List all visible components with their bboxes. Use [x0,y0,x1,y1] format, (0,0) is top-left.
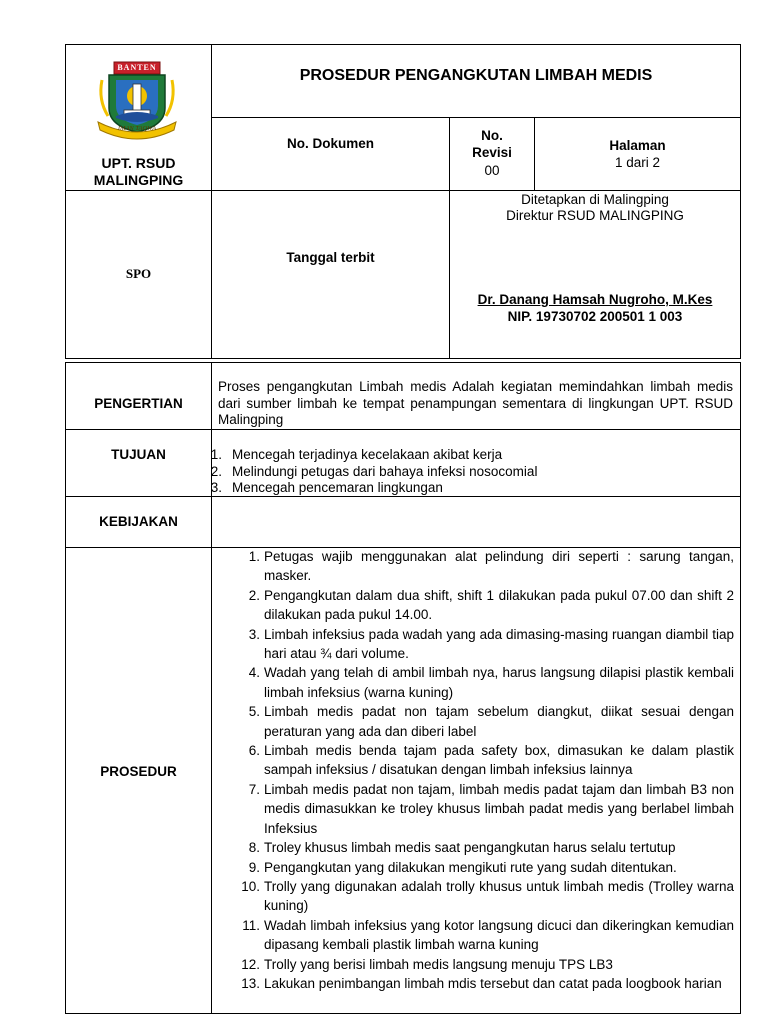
list-item: 9. Pengangkutan yang dilakukan mengikuti rute yang sudah ditentukan. [248,859,677,875]
director-nip: NIP. 19730702 200501 1 003 [507,309,683,324]
prosedur-list [226,547,734,993]
list-item: 2. Pengangkutan dalam dua shift, shift 1 dilakukan pada pukul 07.00 dan shift 2 dilakukan pada pukul 14.00. [248,587,734,623]
list-item: 11. Wadah limbah infeksius yang kotor langsung dicuci dan dikeringkan kemudian dipasang kembali plastik limbah warna kuning [242,917,734,953]
logo-text-top: BANTEN [117,63,157,72]
list-item: 7. Limbah medis padat non tajam, limbah medis padat tajam dan limbah B3 non medis dimasukkan ke troley khusus limbah padat medis yang berlabel limbah Infeksius [248,781,734,836]
halaman-value: 1 dari 2 [614,155,661,170]
revisi-label: No. Revisi [472,128,512,160]
list-item: 13. Lakukan penimbangan limbah mdis tersebut dan catat pada loogbook harian [241,975,722,991]
prosedur-item-text: Limbah medis padat non tajam, limbah medis padat tajam dan limbah B3 non medis dimasukkan ke troley khusus limbah padat medis yang berlabel limbah Infeksius [264,781,734,836]
list-item: 5. Limbah medis padat non tajam sebelum diangkut, diikat sesuai dengan peraturan yang ada dan diberi label [248,704,734,739]
list-item: 3. Limbah infeksius pada wadah yang ada dimasing-masing ruangan diambil tiap hari atau ¾ dari volume. [248,626,734,662]
ditetapkan-line2: Direktur RSUD MALINGPING [506,208,684,223]
logo-text-bottom: IMAN TAQWA [117,125,157,132]
tujuan-list [196,447,736,497]
prosedur-item-text: Wadah yang telah di ambil limbah nya, harus langsung dilapisi plastik kembali limbah infeksius (warna kuning) [264,665,734,700]
prosedur-item-text: Trolly yang digunakan adalah trolly khusus untuk limbah medis (Trolley warna kuning) [264,878,734,914]
tujuan-item-text: Mencegah terjadinya kecelakaan akibat kerja [232,447,503,462]
prosedur-item-text: Pengangkutan yang dilakukan mengikuti rute yang sudah ditentukan. [264,859,677,875]
director-name [450,292,740,308]
list-item: 6. Limbah medis benda tajam pada safety box, dimasukan ke dalam plastik sampah infeksius / disatukan dengan limbah infeksius lainnya [248,743,734,778]
tujuan-item-text: Mencegah pencemaran lingkungan [232,480,443,495]
prosedur-label: PROSEDUR [100,764,177,779]
tujuan-item-text: Melindungi petugas dari bahaya infeksi nosocomial [232,463,538,479]
banten-logo [94,60,180,140]
list-item: 12. Trolly yang berisi limbah medis langsung menuju TPS LB3 [241,956,613,972]
prosedur-item-text: Pengangkutan dalam dua shift, shift 1 dilakukan pada pukul 07.00 dan shift 2 dilakukan pada pukul 14.00. [264,587,734,623]
spo-label: SPO [125,266,152,281]
list-item: 8. Troley khusus limbah medis saat pengangkutan harus selalu tertutup [248,840,676,856]
prosedur-item-text: Lakukan penimbangan limbah mdis tersebut dan catat pada loogbook harian [264,975,722,991]
kebijakan-label: KEBIJAKAN [99,514,178,529]
prosedur-item-text: Trolly yang berisi limbah medis langsung menuju TPS LB3 [264,956,613,972]
director-name-text: Dr. Danang Hamsah Nugroho, M.Kes [477,292,713,307]
halaman-label: Halaman [609,138,666,153]
tanggal-label: Tanggal terbit [286,250,375,265]
prosedur-item-text: Limbah infeksius pada wadah yang ada dimasing-masing ruangan diambil tiap hari atau ¾ dari volume. [264,626,734,662]
ditetapkan-line1: Ditetapkan di Malingping [521,192,669,207]
list-item: 10. Trolly yang digunakan adalah trolly khusus untuk limbah medis (Trolley warna kuning) [241,878,734,914]
list-item: 1. Mencegah terjadinya kecelakaan akibat kerja [210,447,503,462]
tujuan-label: TUJUAN [111,447,166,462]
prosedur-item-text: Limbah medis padat non tajam sebelum diangkut, diikat sesuai dengan peraturan yang ada dan diberi label [264,704,734,739]
pengertian-label: PENGERTIAN [94,396,183,411]
prosedur-item-text: Limbah medis benda tajam pada safety box, dimasukan ke dalam plastik sampah infeksius / disatukan dengan limbah infeksius lainnya [264,743,734,778]
list-item: 3. Mencegah pencemaran lingkungan [210,480,443,495]
list-item: 1. Petugas wajib menggunakan alat pelindung diri seperti : sarung tangan, masker. [248,549,734,584]
prosedur-item-text: Troley khusus limbah medis saat pengangkutan harus selalu tertutup [264,840,676,856]
revisi-value: 00 [484,163,500,178]
page-title: PROSEDUR PENGANGKUTAN LIMBAH MEDIS [299,67,653,84]
doc-no-label: No. Dokumen [286,136,374,151]
list-item: 4. Wadah yang telah di ambil limbah nya, harus langsung dilapisi plastik kembali limbah infeksius (warna kuning) [248,665,734,700]
pengertian-text: Proses pengangkutan Limbah medis Adalah kegiatan memindahkan limbah medis dari sumber limbah ke tempat penampungan sementara di lingkungan UPT. RSUD Malingping [218,379,733,427]
prosedur-item-text: Petugas wajib menggunakan alat pelindung diri seperti : sarung tangan, masker. [264,549,734,584]
prosedur-item-text: Wadah limbah infeksius yang kotor langsung dicuci dan dikeringkan kemudian dipasang kembali plastik limbah warna kuning [264,917,734,953]
list-item: 2. Melindungi petugas dari bahaya infeksi nosocomial [210,463,538,479]
org-name: UPT. RSUD MALINGPING [93,155,184,188]
